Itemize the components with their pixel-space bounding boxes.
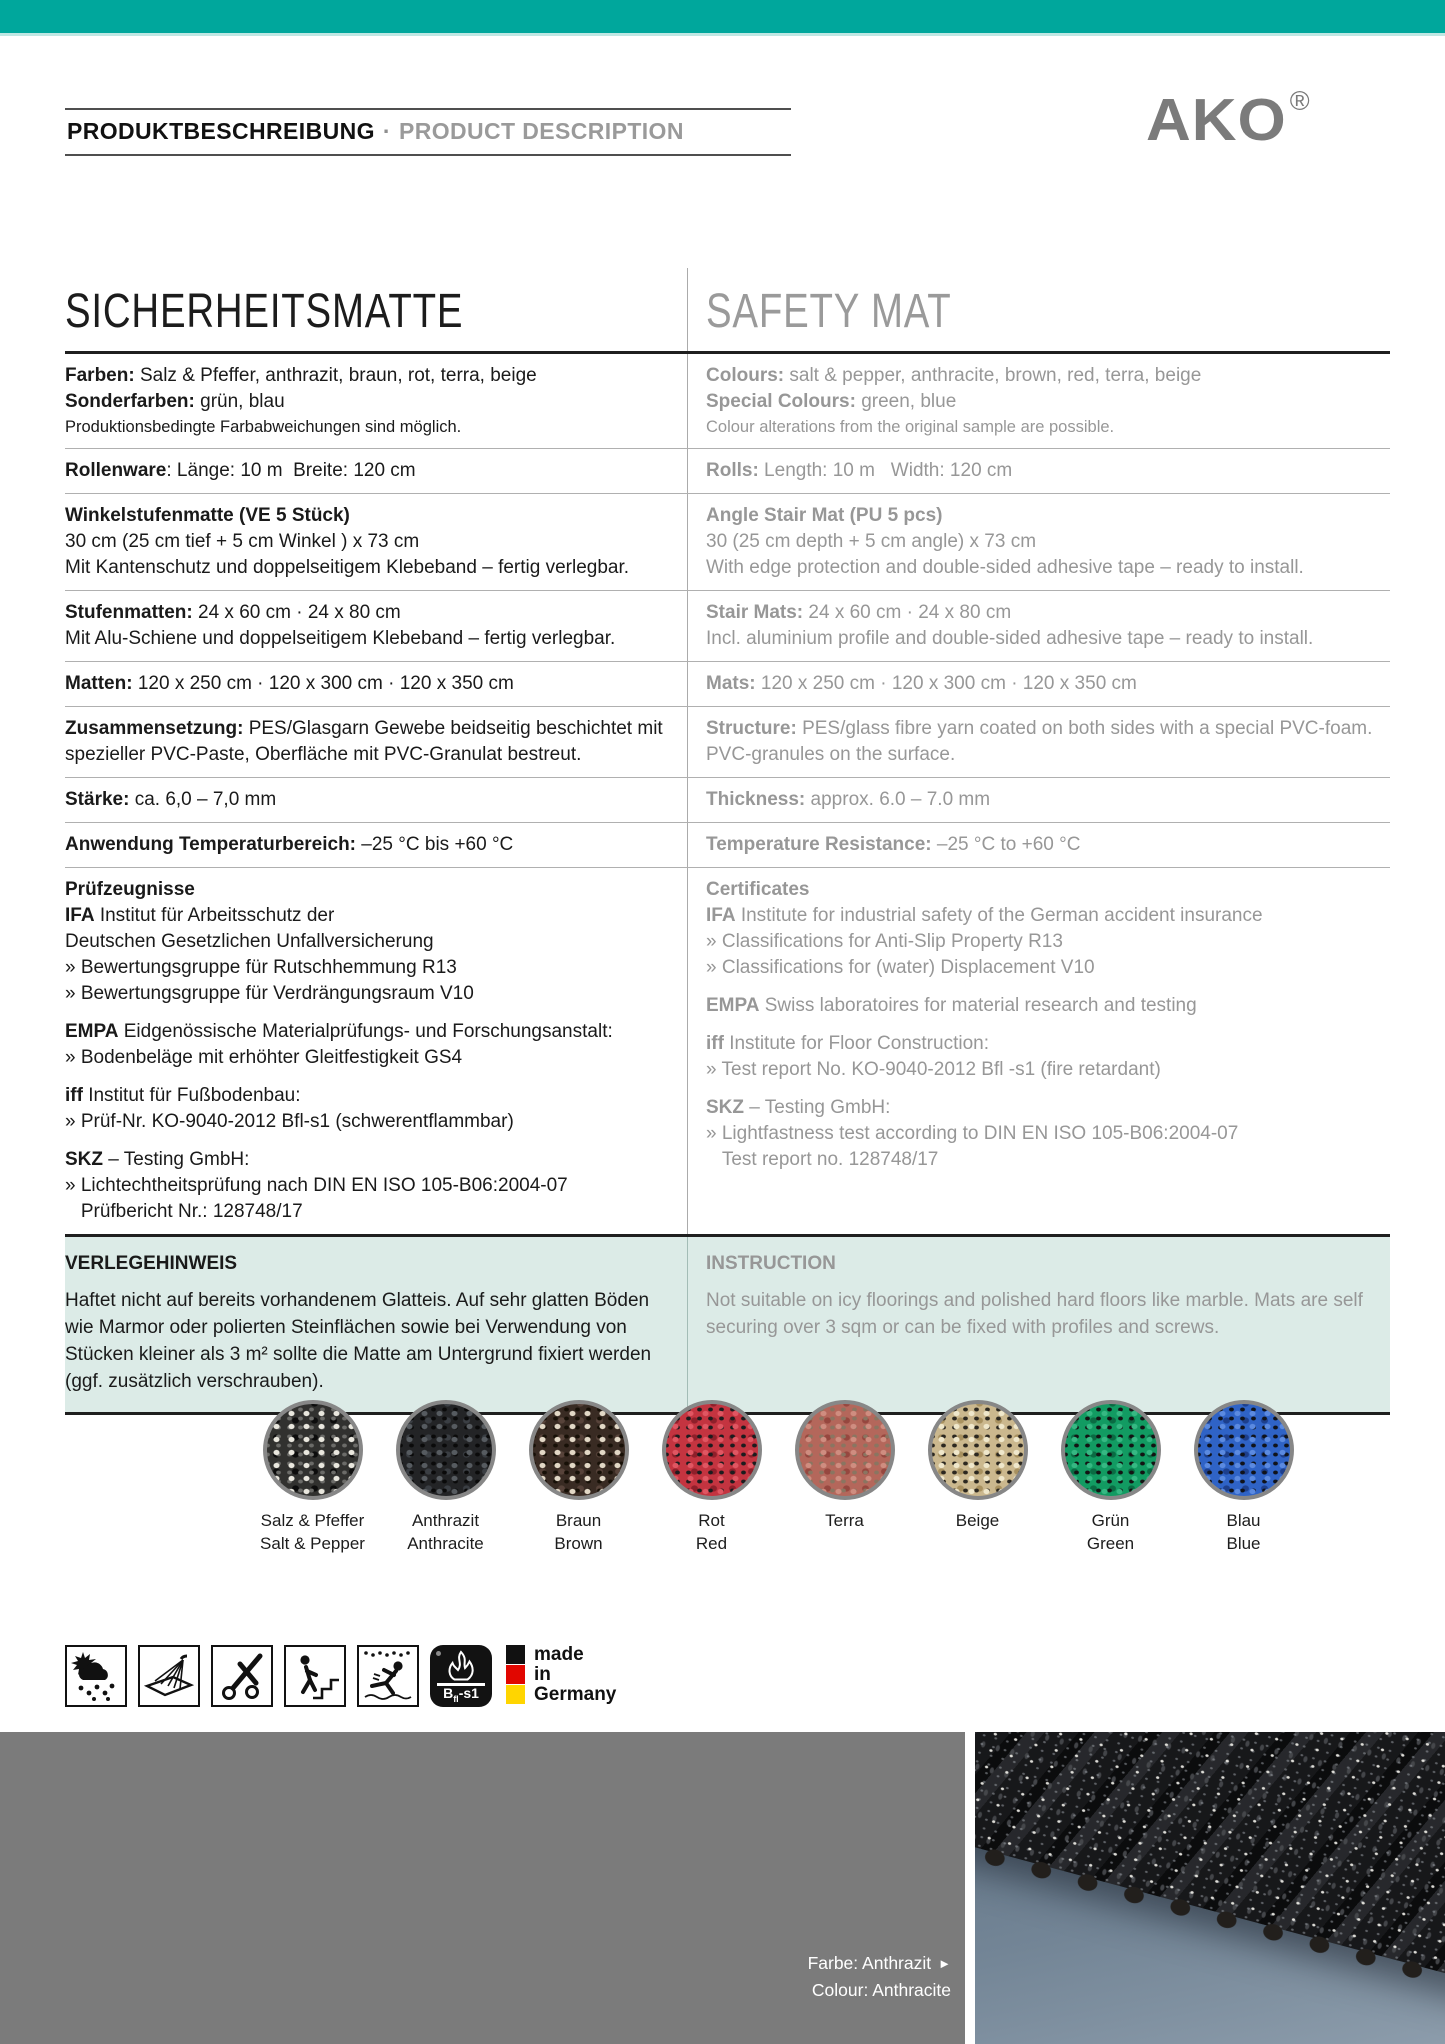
swatch-label [778, 1509, 911, 1532]
note-body-de: Haftet nicht auf bereits vorhandenem Glatteis. Auf sehr glatten Böden wie Marmor oder polierten Steinflächen sowie bei Verwendung von Stücken kleiner als 3 m² sollte die Matte am Untergrund fixiert werden (ggf. zusätzlich verschrauben). [65, 1290, 652, 1392]
spec-line: Angle Stair Mat (PU 5 pcs) [706, 505, 943, 526]
anthracite-mat-image [975, 1732, 1445, 2040]
spec-line: Prüfzeugnisse [65, 879, 195, 900]
swatch-label-en: Anthracite [407, 1534, 484, 1553]
spec-line: SKZ – Testing GmbH: [706, 1097, 891, 1118]
swatch-granule-photo [928, 1400, 1028, 1500]
spec-line: Temperature Resistance: –25 °C to +60 °C [706, 834, 1081, 855]
table-cell-de [65, 707, 687, 777]
table-cell-en [687, 707, 1390, 777]
color-swatch [778, 1400, 911, 1555]
spec-line: 30 cm (25 cm tief + 5 cm Winkel ) x 73 cm [65, 531, 420, 552]
weather-icon [65, 1645, 127, 1707]
spec-line: Prüfbericht Nr.: 128748/17 [65, 1201, 303, 1222]
table-cell-en [687, 449, 1390, 493]
color-swatches [246, 1400, 1310, 1555]
spec-line: » Lichtechtheitsprüfung nach DIN EN ISO 105-B06:2004-07 [65, 1175, 568, 1196]
spec-line: » Prüf-Nr. KO-9040-2012 Bfl-s1 (schwerentflammbar) [65, 1111, 514, 1132]
table-cell-en [687, 868, 1390, 1234]
table-cell-de [65, 494, 687, 590]
swatch-label-en: Green [1086, 1534, 1135, 1553]
table-row [65, 354, 1390, 449]
line-gap [65, 1135, 663, 1147]
top-accent-bar [0, 0, 1445, 36]
table-cell-de [65, 823, 687, 867]
swatch-label-en: Blue [1226, 1534, 1261, 1553]
swatch-granule-photo [662, 1400, 762, 1500]
swatch-label-de: Salz & Pfeffer [260, 1511, 365, 1530]
spec-line: Stair Mats: 24 x 60 cm · 24 x 80 cm [706, 602, 1012, 623]
page-header [65, 108, 791, 156]
spec-line: EMPA Swiss laboratoires for material research and testing [706, 995, 1197, 1016]
line-gap [65, 1007, 663, 1019]
caption-line-de: Farbe: Anthrazit ► [807, 1953, 951, 1973]
note-cell-en [687, 1237, 1390, 1412]
spec-line: Incl. aluminium profile and double-sided adhesive tape – ready to install. [706, 628, 1314, 649]
color-swatch [645, 1400, 778, 1555]
title-separator: · [382, 118, 391, 144]
flag-yellow-square [506, 1685, 525, 1704]
spec-line: Colours: salt & pepper, anthracite, brown, red, terra, beige [706, 365, 1202, 386]
table-row [65, 868, 1390, 1234]
spec-line: Rolls: Length: 10 m Width: 120 cm [706, 460, 1013, 481]
swatch-label-en: Red [695, 1534, 728, 1553]
swatch-label-de: Braun [555, 1511, 602, 1530]
spec-line: » Lightfastness test according to DIN EN ISO 105-B06:2004-07 [706, 1123, 1239, 1144]
table-row [65, 662, 1390, 707]
table-cell-en [687, 823, 1390, 867]
photo-caption [808, 1950, 951, 2004]
brand-logo [1146, 86, 1310, 154]
table-row [65, 449, 1390, 494]
note-cell-de [65, 1237, 687, 1412]
product-photo [975, 1732, 1445, 2044]
color-swatch [911, 1400, 1044, 1555]
swatch-label-en: Salt & Pepper [260, 1534, 365, 1553]
color-swatch [246, 1400, 379, 1555]
table-cell-de [65, 868, 687, 1234]
spec-line: iff Institut für Fußbodenbau: [65, 1085, 301, 1106]
spec-line: SKZ – Testing GmbH: [65, 1149, 250, 1170]
line-gap [706, 1019, 1382, 1031]
registered-trademark-icon: ® [1289, 86, 1310, 116]
table-cell-de [65, 354, 687, 448]
spec-table-title-row [65, 268, 1390, 354]
table-row [65, 707, 1390, 778]
table-row [65, 823, 1390, 868]
note-title-de: VERLEGEHINWEIS [65, 1253, 238, 1274]
spec-line: Special Colours: green, blue [706, 391, 957, 412]
note-title-en: INSTRUCTION [706, 1253, 836, 1274]
spec-line: Farben: Salz & Pfeffer, anthrazit, braun, rot, terra, beige [65, 365, 537, 386]
spec-line: » Bodenbeläge mit erhöhter Gleitfestigkeit GS4 [65, 1047, 463, 1068]
swatch-granule-photo [396, 1400, 496, 1500]
spec-line: IFA Institut für Arbeitsschutz der [65, 905, 335, 926]
made-in-germany-flag [506, 1645, 616, 1705]
header-rule-bottom [65, 154, 791, 156]
spec-line: » Classifications for Anti-Slip Property R13 [706, 931, 1063, 952]
swatch-granule-photo [263, 1400, 363, 1500]
caption-line-en: Colour: Anthracite [811, 1980, 951, 2000]
spec-line: With edge protection and double-sided adhesive tape – ready to install. [706, 557, 1304, 578]
swatch-label [911, 1509, 1044, 1532]
table-cell-en [687, 494, 1390, 590]
spec-line: » Test report No. KO-9040-2012 Bfl -s1 (fire retardant) [706, 1059, 1161, 1080]
spec-line: Produktionsbedingte Farbabweichungen sind möglich. [65, 418, 462, 436]
note-body-en: Not suitable on icy floorings and polished hard floors like marble. Mats are self securing over 3 sqm or can be fixed with profiles and screws. [706, 1290, 1363, 1338]
spec-line: Structure: PES/glass fibre yarn coated on both sides with a special PVC-foam. PVC-granules on the surface. [706, 718, 1373, 765]
swatch-label [1044, 1509, 1177, 1555]
brand-logo-text: AKO [1146, 87, 1287, 154]
color-swatch [379, 1400, 512, 1555]
spec-table [65, 268, 1390, 1415]
footer-color-band [0, 1732, 965, 2044]
pictogram-row [65, 1645, 616, 1707]
page-title-en: PRODUCT DESCRIPTION [398, 118, 684, 144]
table-cell-de [65, 778, 687, 822]
page-title-de: PRODUKTBESCHREIBUNG [67, 118, 375, 144]
spec-line: Stärke: ca. 6,0 – 7,0 mm [65, 789, 277, 810]
spec-line: Stufenmatten: 24 x 60 cm · 24 x 80 cm [65, 602, 401, 623]
spec-line: iff Institute for Floor Construction: [706, 1033, 989, 1054]
table-cell-en [687, 662, 1390, 706]
spec-line: Colour alterations from the original sample are possible. [706, 418, 1115, 436]
spec-line: Mit Alu-Schiene und doppelseitigem Klebeband – fertig verlegbar. [65, 628, 616, 649]
product-title-en: SAFETY MAT [687, 268, 1390, 351]
note-section [65, 1234, 1390, 1415]
slip-hazard-icon [357, 1645, 419, 1707]
spec-line: Deutschen Gesetzlichen Unfallversicherung [65, 931, 434, 952]
spec-line: » Classifications for (water) Displacement V10 [706, 957, 1095, 978]
color-swatch [1044, 1400, 1177, 1555]
spec-line: Thickness: approx. 6.0 – 7.0 mm [706, 789, 991, 810]
line-gap [706, 1083, 1382, 1095]
table-row [65, 494, 1390, 591]
product-title-de: SICHERHEITSMATTE [65, 285, 464, 338]
table-cell-en [687, 591, 1390, 661]
swatch-label-de: Terra [825, 1511, 864, 1530]
swatch-label-en: Brown [554, 1534, 603, 1553]
made-in-germany-text: made in Germany [534, 1644, 617, 1705]
stair-walking-icon [284, 1645, 346, 1707]
flag-red-square [506, 1665, 525, 1684]
spec-line: Certificates [706, 879, 810, 900]
spec-line: Mats: 120 x 250 cm · 120 x 300 cm · 120 x 350 cm [706, 673, 1137, 694]
swatch-label [246, 1509, 379, 1555]
table-cell-en [687, 354, 1390, 448]
spec-line: Mit Kantenschutz und doppelseitigem Klebeband – fertig verlegbar. [65, 557, 630, 578]
swatch-label-de: Blau [1226, 1511, 1261, 1530]
spec-line: » Bewertungsgruppe für Verdrängungsraum V10 [65, 983, 474, 1004]
table-row [65, 778, 1390, 823]
spec-line: EMPA Eidgenössische Materialprüfungs- und Forschungsanstalt: [65, 1021, 613, 1042]
spec-line: Matten: 120 x 250 cm · 120 x 300 cm · 120 x 350 cm [65, 673, 514, 694]
spec-line: Zusammensetzung: PES/Glasgarn Gewebe beidseitig beschichtet mit spezieller PVC-Paste, Oberfläche mit PVC-Granulat bestreut. [65, 718, 663, 765]
spec-table-rows [65, 354, 1390, 1234]
fire-rating-label: $B_{fl}-s1$ [443, 1685, 479, 1704]
spec-line: Anwendung Temperaturbereich: –25 °C bis +60 °C [65, 834, 514, 855]
swatch-label-de: Anthrazit [411, 1511, 480, 1530]
fire-rating-icon [430, 1645, 492, 1707]
spec-line: Sonderfarben: grün, blau [65, 391, 285, 412]
scissors-icon [211, 1645, 273, 1707]
swatch-label [512, 1509, 645, 1555]
spec-line: Winkelstufenmatte (VE 5 Stück) [65, 505, 350, 526]
color-swatch [512, 1400, 645, 1555]
line-gap [65, 1071, 663, 1083]
swatch-granule-photo [529, 1400, 629, 1500]
swatch-label-de: Grün [1091, 1511, 1130, 1530]
table-cell-de [65, 591, 687, 661]
swatch-granule-photo [795, 1400, 895, 1500]
flag-black-square [506, 1645, 525, 1664]
swatch-label [1177, 1509, 1310, 1555]
swatch-label-de: Rot [698, 1511, 725, 1530]
swatch-granule-photo [1194, 1400, 1294, 1500]
spec-line: Rollenware: Länge: 10 m Breite: 120 cm [65, 460, 416, 481]
hose-cleaning-icon [138, 1645, 200, 1707]
spec-line: » Bewertungsgruppe für Rutschhemmung R13 [65, 957, 457, 978]
table-cell-de [65, 662, 687, 706]
spec-line: Test report no. 128748/17 [706, 1149, 939, 1170]
swatch-label-de: Beige [955, 1511, 1000, 1530]
arrow-right-icon: ► [938, 1956, 951, 1971]
table-cell-de [65, 449, 687, 493]
line-gap [706, 981, 1382, 993]
table-row [65, 591, 1390, 662]
swatch-granule-photo [1061, 1400, 1161, 1500]
swatch-label [379, 1509, 512, 1555]
spec-line: 30 (25 cm depth + 5 cm angle) x 73 cm [706, 531, 1037, 552]
color-swatch [1177, 1400, 1310, 1555]
table-cell-en [687, 778, 1390, 822]
spec-line: IFA Institute for industrial safety of the German accident insurance [706, 905, 1263, 926]
swatch-label [645, 1509, 778, 1555]
